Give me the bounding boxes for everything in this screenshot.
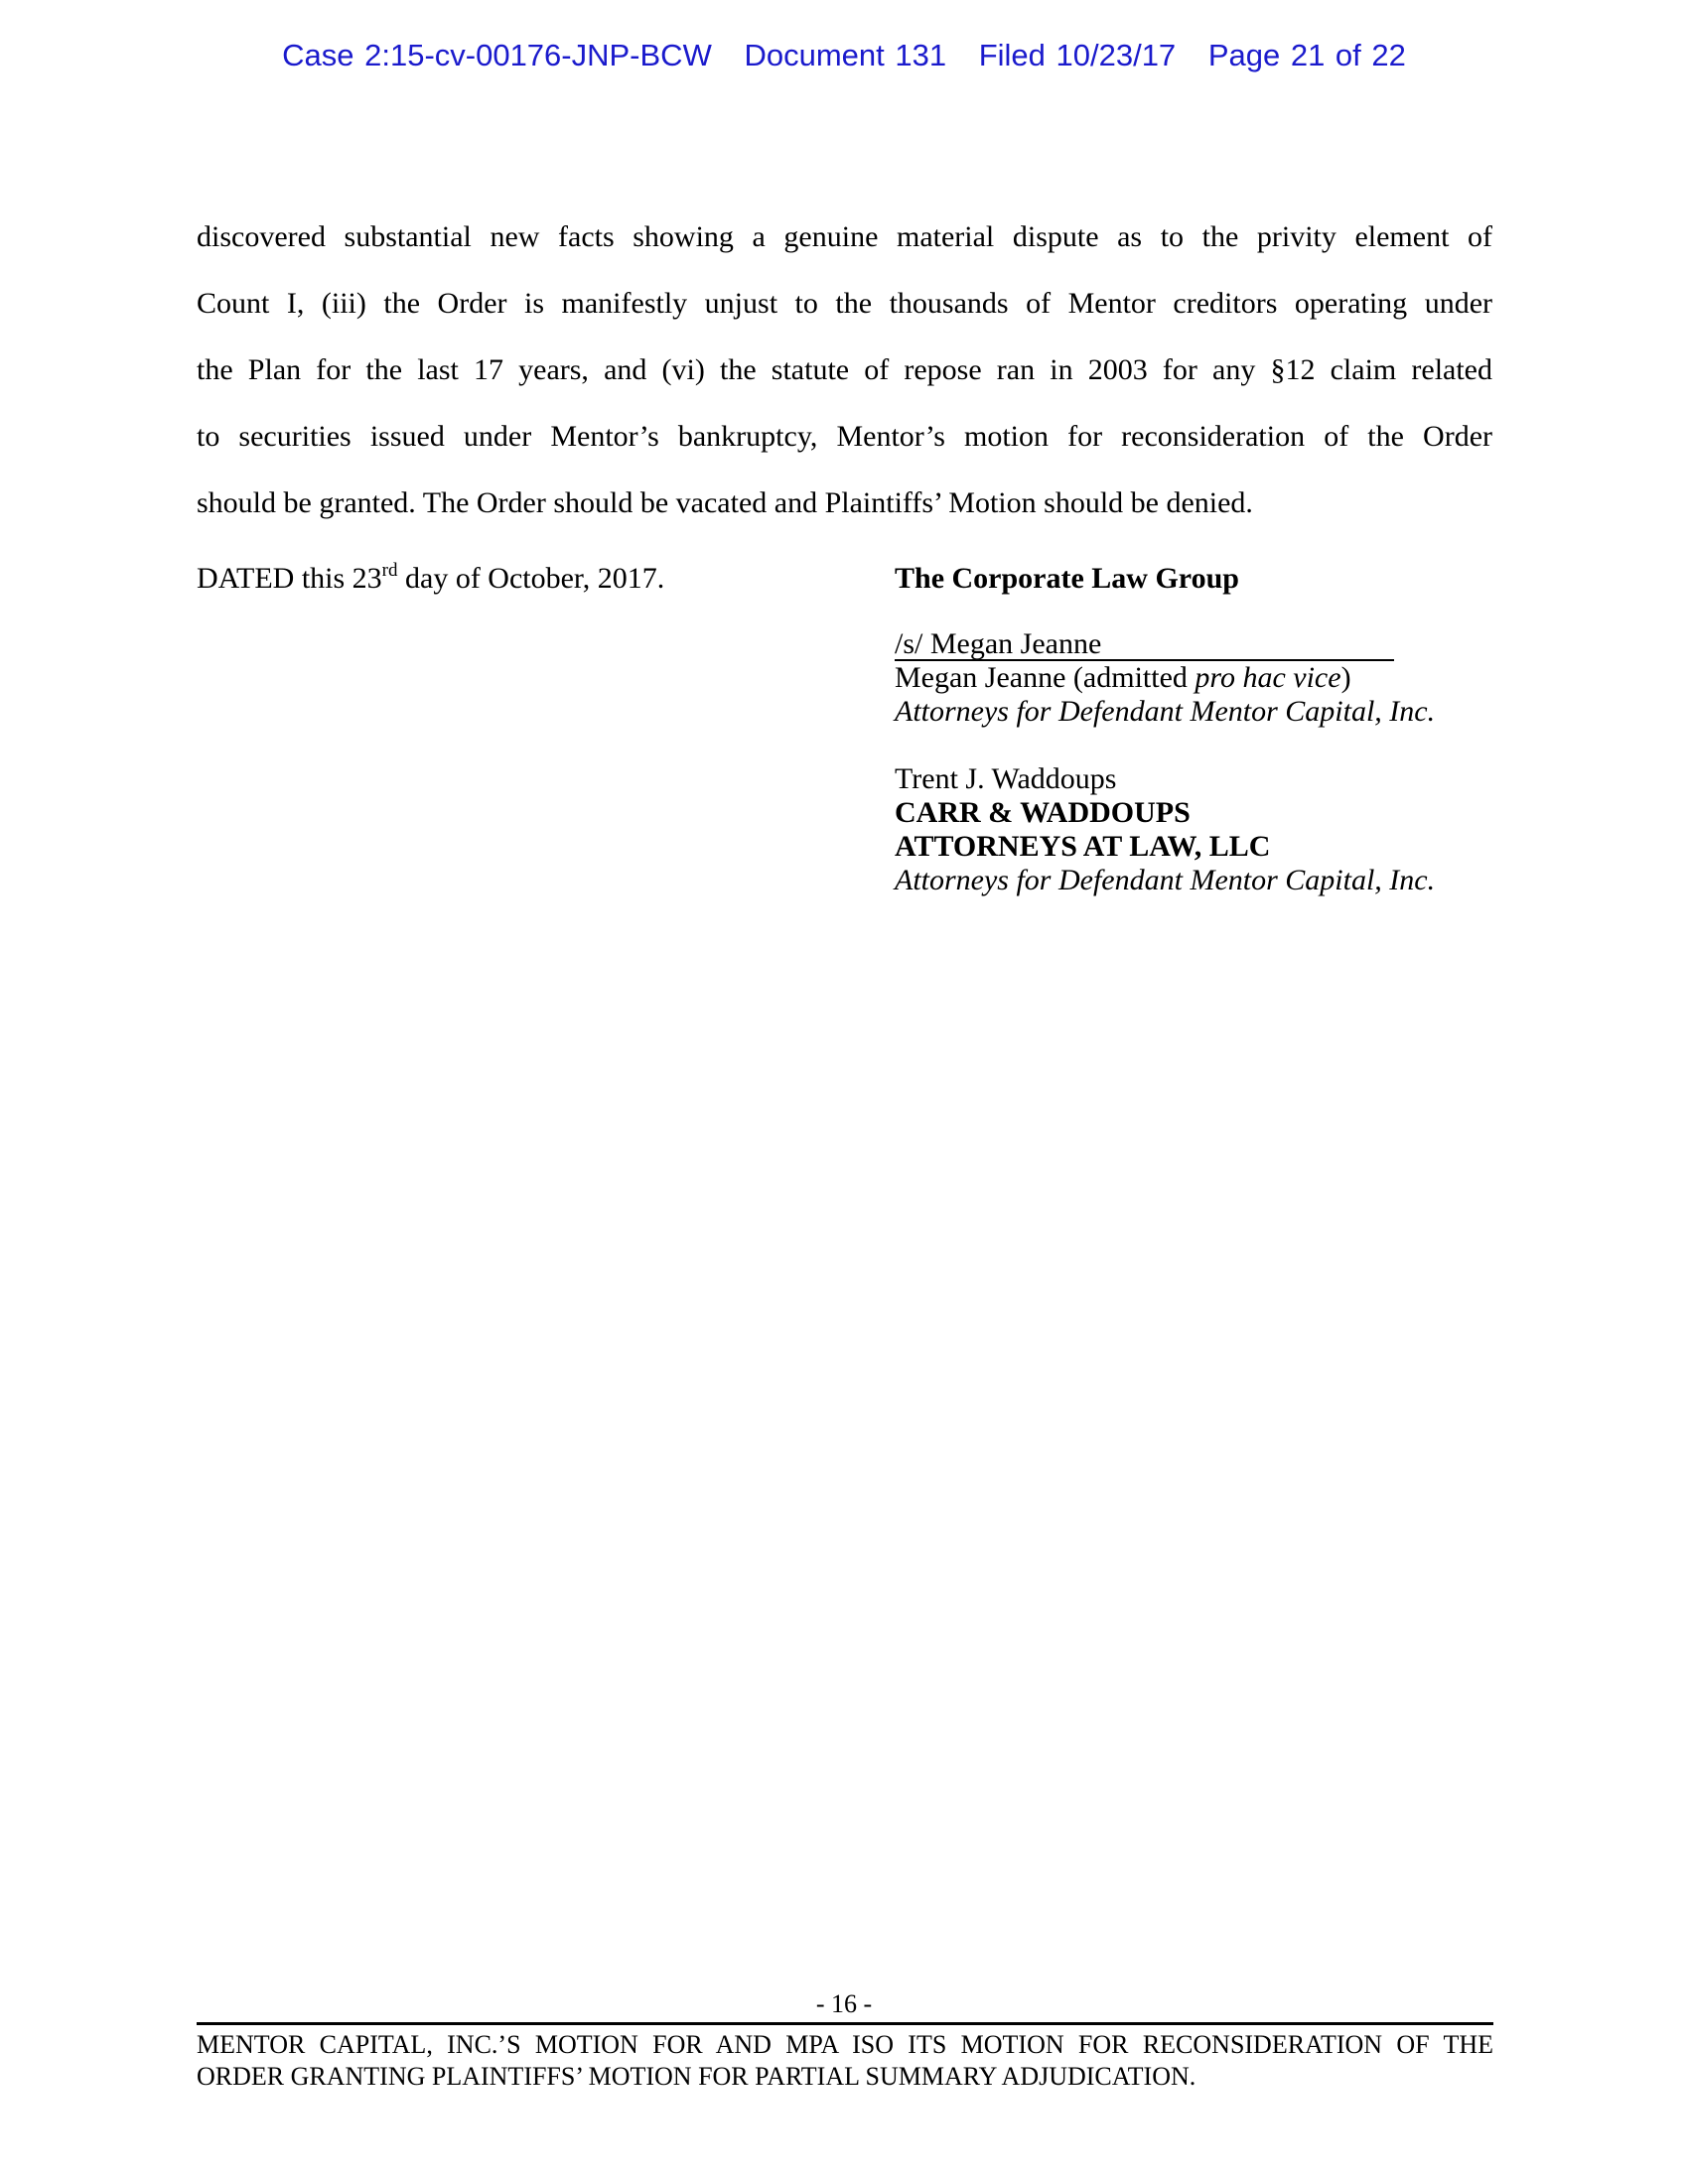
firm-name-2-line-1: CARR & WADDOUPS — [895, 796, 1191, 829]
close-paren: ) — [1340, 661, 1351, 694]
body-line: the Plan for the last 17 years, and (vi) the statute of repose ran in 2003 for any §12 claim related — [197, 353, 1492, 386]
ordinal-suffix: rd — [381, 560, 398, 581]
dated-rest: day of October, 2017. — [397, 562, 665, 595]
document-footer — [197, 2029, 1493, 2093]
body-line: should be granted. The Order should be vacated and Plaintiffs’ Motion should be denied. — [197, 486, 1253, 519]
document-number: Document 131 — [744, 38, 947, 72]
attorney-role-2: Attorneys for Defendant Mentor Capital, Inc. — [895, 864, 1436, 896]
electronic-signature: /s/ Megan Jeanne — [895, 629, 1394, 661]
case-number: Case 2:15-cv-00176-JNP-BCW — [282, 38, 712, 72]
footer-title-line-1: MENTOR CAPITAL, INC.’S MOTION FOR AND MPA ISO ITS MOTION FOR RECONSIDERATION OF THE — [197, 2030, 1493, 2059]
signature-block-1 — [895, 627, 1435, 729]
body-line: discovered substantial new facts showing a genuine material dispute as to the privity element of — [197, 220, 1492, 253]
court-filing-header — [0, 38, 1688, 73]
firm-name-2-line-2: ATTORNEYS AT LAW, LLC — [895, 830, 1271, 863]
signature-block-2 — [895, 762, 1435, 897]
dated-prefix: DATED this 23 — [197, 562, 382, 595]
page-indicator: Page 21 of 22 — [1207, 38, 1406, 72]
body-line: Count I, (iii) the Order is manifestly unjust to the thousands of Mentor creditors operating under — [197, 287, 1492, 320]
attorney-name-1 — [895, 661, 1435, 695]
footer-title-line-2: ORDER GRANTING PLAINTIFFS’ MOTION FOR PARTIAL SUMMARY ADJUDICATION. — [197, 2062, 1196, 2091]
filed-date: Filed 10/23/17 — [978, 38, 1177, 72]
dated-line — [197, 562, 664, 596]
firm-name-1: The Corporate Law Group — [895, 562, 1239, 595]
page-number: - 16 - — [815, 1989, 873, 2018]
body-line: to securities issued under Mentor’s bankruptcy, Mentor’s motion for reconsideration of the Order — [197, 420, 1492, 453]
attorney-name-2: Trent J. Waddoups — [895, 762, 1117, 795]
attorney-name-text: Megan Jeanne (admitted — [895, 661, 1196, 694]
pro-hac-vice: pro hac vice — [1195, 661, 1341, 694]
attorney-role-1: Attorneys for Defendant Mentor Capital, Inc. — [895, 695, 1436, 728]
footer-divider — [197, 2022, 1493, 2025]
